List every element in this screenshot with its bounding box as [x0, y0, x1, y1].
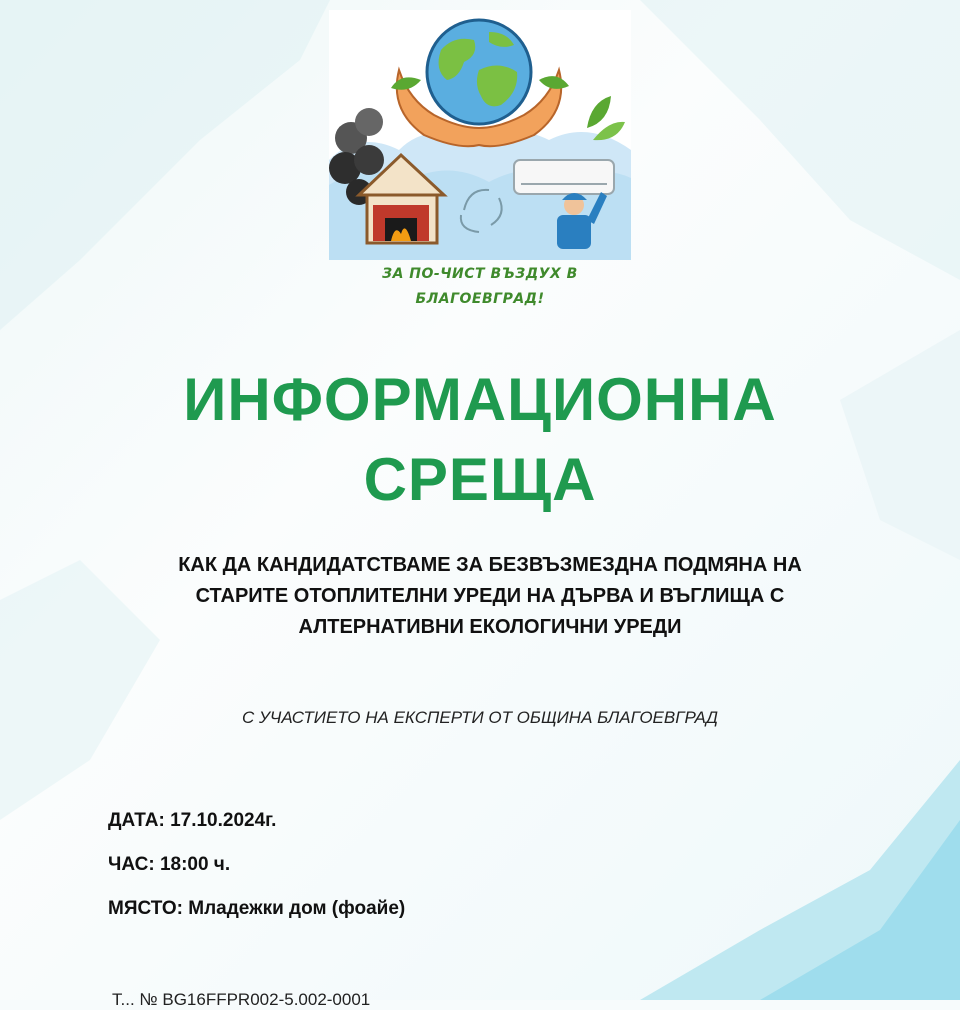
time-value: 18:00 ч. [159, 854, 231, 875]
campaign-logo [329, 10, 631, 320]
air-conditioner-icon [514, 160, 614, 194]
page-title [0, 360, 960, 520]
time-row [108, 850, 405, 894]
place-value: Младежки дом (фоайе) [188, 898, 406, 919]
title-line2: СРЕЩА [363, 446, 597, 513]
date-value: 17.10.2024г. [170, 810, 277, 831]
title-line1: ИНФОРМАЦИОННА [183, 366, 777, 433]
subtitle-line1: КАК ДА КАНДИДАТСТВАМЕ ЗА БЕЗВЪЗМЕЗДНА ПОДМЯНА НА [178, 554, 802, 576]
time-label: ЧАС: [108, 854, 155, 875]
logo-caption-line2: БЛАГОЕВГРАД! [415, 291, 545, 307]
event-details [108, 806, 405, 938]
place-row [108, 894, 405, 938]
logo-caption-line1: ЗА ПО-ЧИСТ ВЪЗДУХ В [382, 266, 578, 282]
event-subtitle [110, 550, 870, 643]
globe-icon [427, 20, 531, 124]
logo-caption [329, 262, 631, 312]
subtitle-line2: СТАРИТЕ ОТОПЛИТЕЛНИ УРЕДИ НА ДЪРВА И ВЪГЛИЩА С [195, 585, 785, 607]
experts-note: С УЧАСТИЕТО НА ЕКСПЕРТИ ОТ ОБЩИНА БЛАГОЕВГРАД [242, 708, 718, 727]
date-label: ДАТА: [108, 810, 165, 831]
place-label: МЯСТО: [108, 898, 183, 919]
project-footer: Т... № BG16FFPR002-5.002-0001 [112, 990, 371, 1009]
date-row [108, 806, 405, 850]
subtitle-line3: АЛТЕРНАТИВНИ ЕКОЛОГИЧНИ УРЕДИ [298, 616, 682, 638]
